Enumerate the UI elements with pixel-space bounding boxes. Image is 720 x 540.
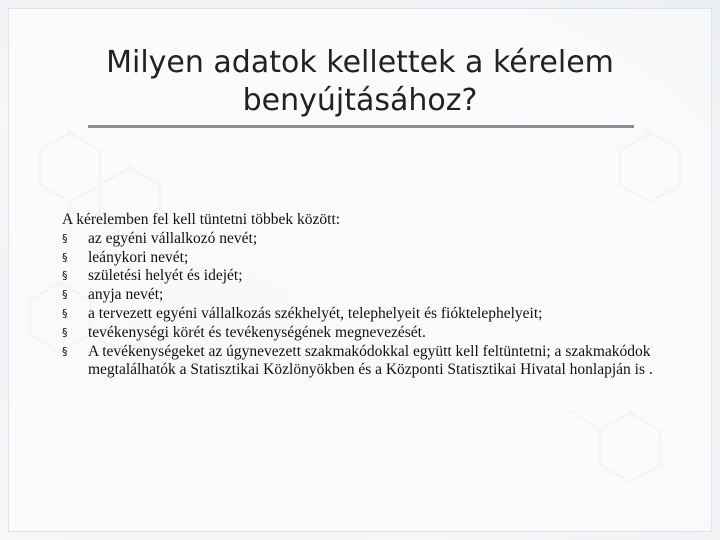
title-underline xyxy=(88,125,634,128)
slide-body xyxy=(62,211,662,380)
list-item-text: leánykori nevét; xyxy=(88,248,189,266)
bullet-icon: § xyxy=(62,231,68,245)
list-item xyxy=(62,230,662,249)
bullet-icon: § xyxy=(62,306,68,320)
bullet-list xyxy=(62,230,662,380)
list-item xyxy=(62,267,662,286)
list-item xyxy=(62,249,662,268)
bullet-icon: § xyxy=(62,250,68,264)
list-item xyxy=(62,286,662,305)
list-item-text: a tervezett egyéni vállalkozás székhelyét, telephelyeit és fióktelephelyeit; xyxy=(88,304,543,322)
bullet-icon: § xyxy=(62,288,68,302)
list-item xyxy=(62,343,662,381)
list-item xyxy=(62,305,662,324)
bullet-icon: § xyxy=(62,325,68,339)
list-item xyxy=(62,324,662,343)
list-item-text: az egyéni vállalkozó nevét; xyxy=(88,229,258,247)
slide-title: Milyen adatok kellettek a kérelem benyújtásához? xyxy=(106,45,614,118)
list-item-text: anyja nevét; xyxy=(88,286,164,304)
list-item-text: születési helyét és idejét; xyxy=(88,267,243,285)
intro-text: A kérelemben fel kell tüntetni többek között: xyxy=(62,211,341,228)
bullet-icon: § xyxy=(62,344,68,358)
list-item-text: A tevékenységeket az úgynevezett szakmakódokkal együtt kell feltüntetni; a szakmakódok megtalálhatók a Statisztikai Közlönyökben és a Központi Statisztikai Hivatal honlapján is . xyxy=(88,342,653,379)
list-item-text: tevékenységi körét és tevékenységének megnevezését. xyxy=(88,323,426,341)
bullet-icon: § xyxy=(62,269,68,283)
